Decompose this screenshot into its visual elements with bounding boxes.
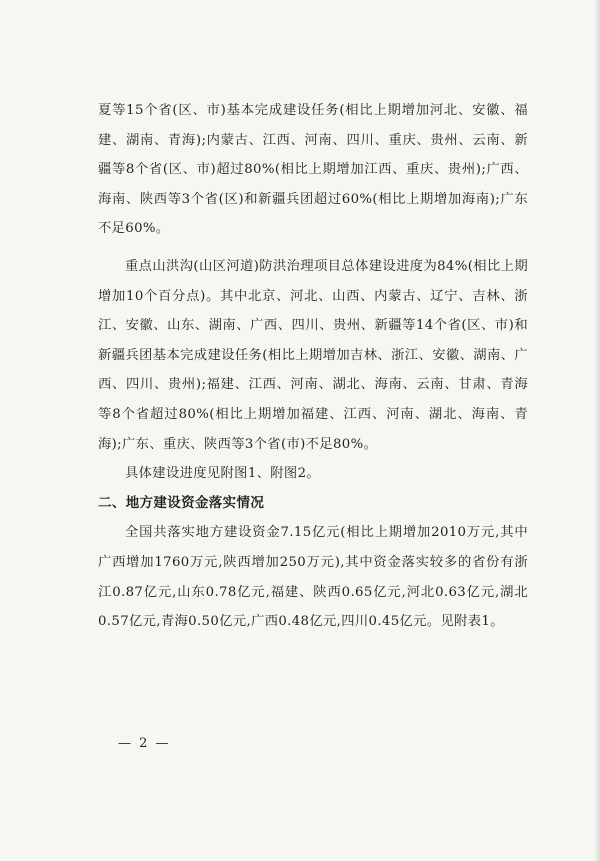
section-heading: 二、地方建设资金落实情况 [98,494,265,511]
body-text [98,96,528,637]
paragraph-local-funds: 全国共落实地方建设资金7.15亿元(相比上期增加2010万元,其中广西增加1760万元,陕西增加250万元),其中资金落实较多的省份有浙江0.87亿元,山东0.78亿元,福建、陕西0.65亿元,河北0.63亿元,湖北0.57亿元,青海0.50亿元,广西0.48亿元,四川0.45亿元。见附表1。 [98,525,528,630]
page-number: — 2 — [118,736,171,751]
paragraph-provinces-progress: 夏等15个省(区、市)基本完成建设任务(相比上期增加河北、安徽、福建、湖南、青海);内蒙古、江西、河南、四川、重庆、贵州、云南、新疆等8个省(区、市)超过80%(相比上期增加江西、重庆、贵州);广西、海南、陕西等3个省(区)和新疆兵团超过60%(相比上期增加海南);广东不足60%。 [98,103,528,237]
paragraph-mountain-flood-progress: 重点山洪沟(山区河道)防洪治理项目总体建设进度为84%(相比上期增加10个百分点)。其中北京、河北、山西、内蒙古、辽宁、吉林、浙江、安徽、山东、湖南、广西、四川、贵州、新疆等14个省(区、市)和新疆兵团基本完成建设任务(相比上期增加吉林、浙江、安徽、湖南、广西、四川、贵州);福建、江西、河南、湖北、海南、云南、甘肃、青海等8个省超过80%(相比上期增加福建、江西、河南、湖北、海南、青海);广东、重庆、陕西等3个省(市)不足80%。 [98,258,528,452]
paragraph-see-figures: 具体建设进度见附图1、附图2。 [125,466,321,482]
